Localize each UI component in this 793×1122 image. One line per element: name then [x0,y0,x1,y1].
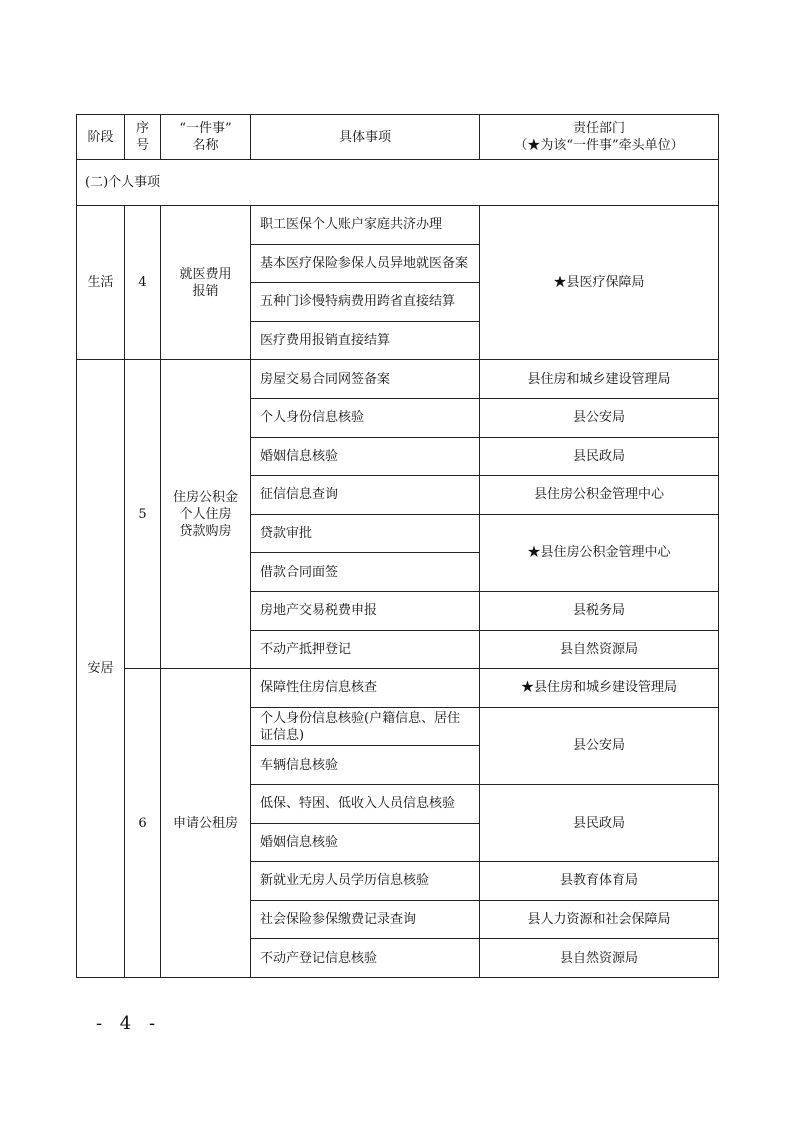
item-cell: 婚姻信息核验 [251,823,480,862]
stage-cell: 生活 [77,206,125,360]
matters-table [76,114,719,978]
item-cell: 车辆信息核验 [251,746,480,785]
item-cell: 征信信息查询 [251,476,480,515]
item-cell: 婚姻信息核验 [251,437,480,476]
dept-cell: ★县住房公积金管理中心 [480,514,719,591]
dept-cell: 县自然资源局 [480,630,719,669]
item-cell: 基本医疗保险参保人员异地就医备案 [251,244,480,283]
dept-cell: ★县住房和城乡建设管理局 [480,669,719,708]
item-cell: 房屋交易合同网签备案 [251,360,480,399]
table-row [77,206,719,245]
item-cell: 新就业无房人员学历信息核验 [251,862,480,901]
seq-cell: 4 [125,206,161,360]
dept-cell: 县住房公积金管理中心 [480,476,719,515]
dept-cell: 县税务局 [480,591,719,630]
matter-name-cell: 申请公租房 [161,669,251,978]
stage-cell: 安居 [77,360,125,978]
dept-cell: 县自然资源局 [480,939,719,978]
item-cell: 房地产交易税费申报 [251,591,480,630]
seq-cell: 6 [125,669,161,978]
dept-cell: ★县医疗保障局 [480,206,719,360]
section-row [77,160,719,206]
section-title: (二)个人事项 [77,160,719,206]
item-cell: 个人身份信息核验 [251,398,480,437]
item-cell: 贷款审批 [251,514,480,553]
dept-cell: 县教育体育局 [480,862,719,901]
dept-cell: 县住房和城乡建设管理局 [480,360,719,399]
header-items: 具体事项 [251,115,480,160]
header-seq: 序 号 [125,115,161,160]
header-dept: 责任部门 （★为该“一件事”牵头单位） [480,115,719,160]
item-cell: 保障性住房信息核查 [251,669,480,708]
header-row [77,115,719,160]
item-cell: 社会保险参保缴费记录查询 [251,900,480,939]
table-row [77,360,719,399]
dept-cell: 县公安局 [480,398,719,437]
item-cell: 借款合同面签 [251,553,480,592]
matter-name-cell: 住房公积金 个人住房 贷款购房 [161,360,251,669]
table-body [77,115,719,978]
item-cell: 医疗费用报销直接结算 [251,321,480,360]
item-cell: 职工医保个人账户家庭共济办理 [251,206,480,245]
header-name: “一件事” 名称 [161,115,251,160]
item-cell: 五种门诊慢特病费用跨省直接结算 [251,283,480,322]
item-cell: 个人身份信息核验(户籍信息、居住证信息) [251,707,480,746]
seq-cell: 5 [125,360,161,669]
item-cell: 不动产登记信息核验 [251,939,480,978]
dept-cell: 县公安局 [480,707,719,784]
item-cell: 不动产抵押登记 [251,630,480,669]
dept-cell: 县民政局 [480,784,719,861]
table-row [77,669,719,708]
dept-cell: 县人力资源和社会保障局 [480,900,719,939]
matter-name-cell: 就医费用 报销 [161,206,251,360]
page-number: - 4 - [96,1013,162,1034]
header-stage: 阶段 [77,115,125,160]
item-cell: 低保、特困、低收入人员信息核验 [251,784,480,823]
dept-cell: 县民政局 [480,437,719,476]
